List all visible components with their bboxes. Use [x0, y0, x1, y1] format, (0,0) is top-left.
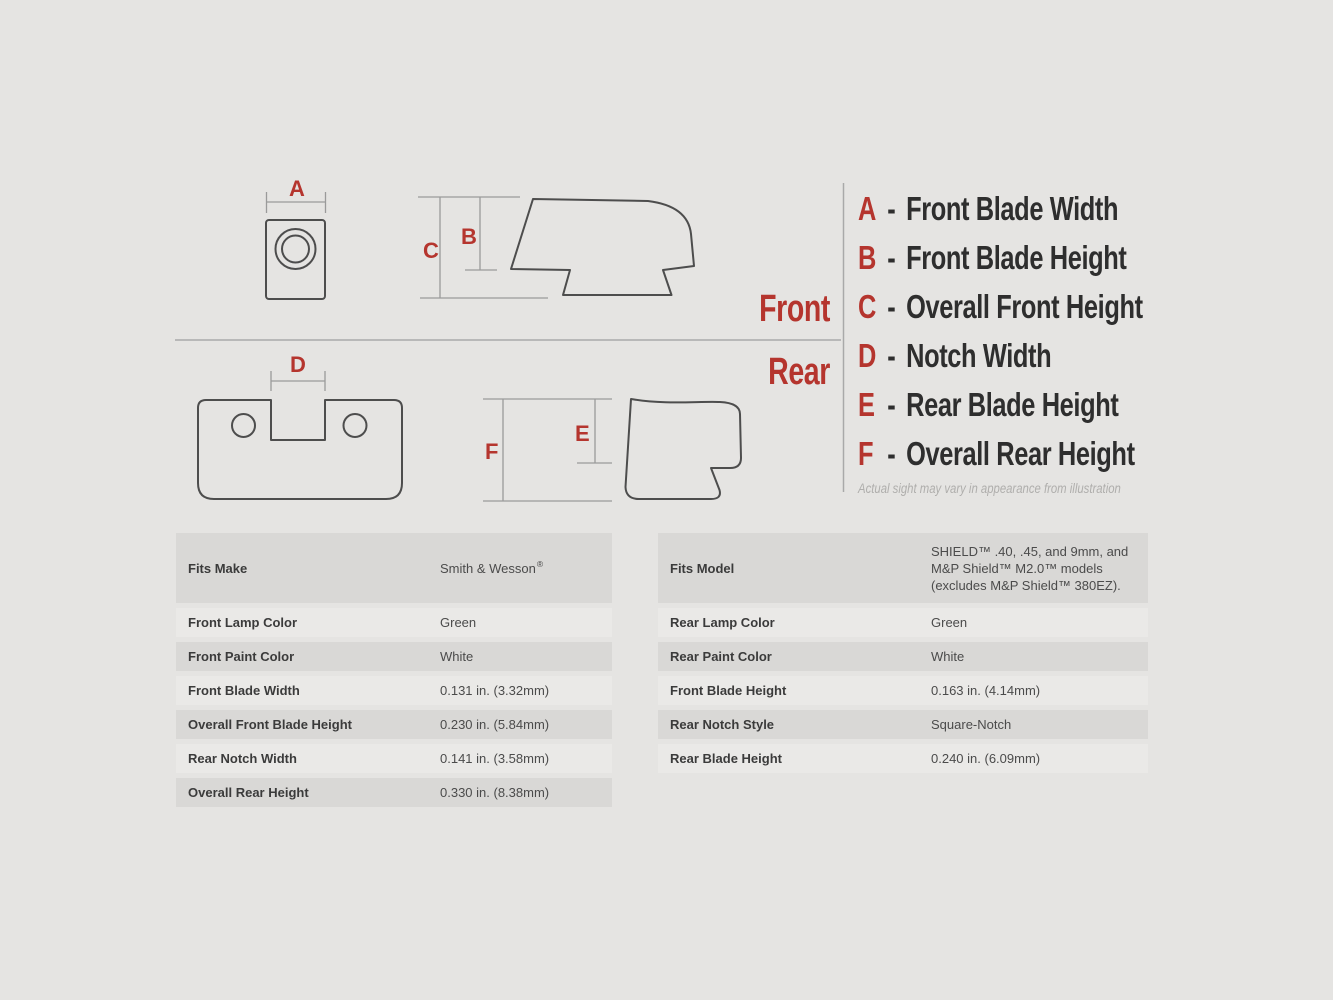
registered-mark: ®: [536, 559, 544, 570]
dimension-legend: [858, 184, 1228, 478]
legend-separator: -: [887, 385, 896, 423]
legend-item-b: [858, 233, 1143, 282]
spec-value: SHIELD™ .40, .45, and 9mm, and M&P Shield™ M2.0™ models (excludes M&P Shield™ 380EZ).: [931, 543, 1129, 593]
legend-letter: E: [858, 385, 875, 423]
table-row: [658, 533, 1148, 603]
front-section-label: Front: [759, 288, 830, 330]
table-row: [176, 608, 612, 637]
spec-value: Green: [931, 615, 968, 630]
legend-letter: B: [858, 238, 876, 276]
rear-sight-profile: [483, 399, 741, 501]
spec-label: Overall Front Blade Height: [188, 717, 352, 732]
rear-lamp-left: [232, 414, 255, 437]
front-sight-profile: [418, 197, 694, 298]
spec-value: White: [440, 649, 474, 664]
spec-label: Rear Blade Height: [670, 751, 782, 766]
spec-label: Front Blade Width: [188, 683, 300, 698]
spec-value: Square-Notch: [931, 717, 1012, 732]
spec-table-right: [658, 533, 1148, 778]
spec-table-left: [176, 533, 612, 812]
spec-label: Rear Notch Style: [670, 717, 775, 732]
dim-label-c: C: [423, 238, 439, 263]
tritium-lamp-inner-ring: [282, 236, 309, 263]
table-row: [176, 744, 612, 773]
dim-label-f: F: [485, 439, 499, 464]
legend-label: Front Blade Width: [906, 189, 1119, 227]
table-row: [176, 676, 612, 705]
table-row: [658, 676, 1148, 705]
illustration-disclaimer: Actual sight may vary in appearance from illustration: [858, 481, 1121, 496]
dim-lines-e-f: [483, 399, 612, 501]
legend-label: Overall Front Height: [906, 287, 1143, 325]
rear-sight-front-view: [198, 352, 402, 499]
table-row: [658, 608, 1148, 637]
legend-letter: D: [858, 336, 876, 374]
legend-label: Front Blade Height: [906, 238, 1127, 276]
spec-value: White: [931, 649, 965, 664]
table-row: [176, 710, 612, 739]
legend-item-f: [858, 429, 1143, 478]
dim-label-b: B: [461, 224, 477, 249]
spec-value: 0.330 in. (8.38mm): [440, 785, 550, 800]
spec-value: 0.163 in. (4.14mm): [931, 683, 1041, 698]
table-row: [658, 744, 1148, 773]
legend-item-d: [858, 331, 1143, 380]
spec-label: Front Blade Height: [670, 683, 787, 698]
legend-label: Rear Blade Height: [906, 385, 1119, 423]
spec-label: Front Paint Color: [188, 649, 295, 664]
spec-label: Rear Lamp Color: [670, 615, 775, 630]
front-sight-top-view: [266, 176, 326, 299]
spec-label: Rear Notch Width: [188, 751, 297, 766]
legend-letter: A: [858, 189, 876, 227]
spec-label: Rear Paint Color: [670, 649, 772, 664]
table-row: [176, 778, 612, 807]
spec-value: 0.131 in. (3.32mm): [440, 683, 550, 698]
dim-label-a: A: [289, 176, 305, 201]
legend-separator: -: [887, 434, 896, 472]
legend-separator: -: [887, 238, 896, 276]
legend-item-a: [858, 184, 1143, 233]
legend-letter: F: [858, 434, 874, 472]
dim-label-d: D: [290, 352, 306, 377]
legend-label: Overall Rear Height: [906, 434, 1135, 472]
legend-separator: -: [887, 189, 896, 227]
spec-label: Front Lamp Color: [188, 615, 298, 630]
legend-separator: -: [887, 287, 896, 325]
legend-letter: C: [858, 287, 876, 325]
spec-value: 0.230 in. (5.84mm): [440, 717, 550, 732]
spec-label: Fits Make: [188, 560, 248, 576]
spec-label: Overall Rear Height: [188, 785, 309, 800]
table-row: [176, 533, 612, 603]
legend-label: Notch Width: [906, 336, 1052, 374]
table-row: [176, 642, 612, 671]
legend-separator: -: [887, 336, 896, 374]
table-row: [658, 642, 1148, 671]
spec-value: 0.141 in. (3.58mm): [440, 751, 550, 766]
spec-value: 0.240 in. (6.09mm): [931, 751, 1041, 766]
spec-label: Fits Model: [670, 560, 735, 576]
table-row: [658, 710, 1148, 739]
rear-section-label: Rear: [768, 351, 830, 393]
rear-lamp-right: [344, 414, 367, 437]
legend-item-c: [858, 282, 1143, 331]
spec-value: Green: [440, 615, 477, 630]
legend-item-e: [858, 380, 1143, 429]
dim-label-e: E: [575, 421, 590, 446]
spec-value: Smith & Wesson®: [440, 559, 544, 576]
